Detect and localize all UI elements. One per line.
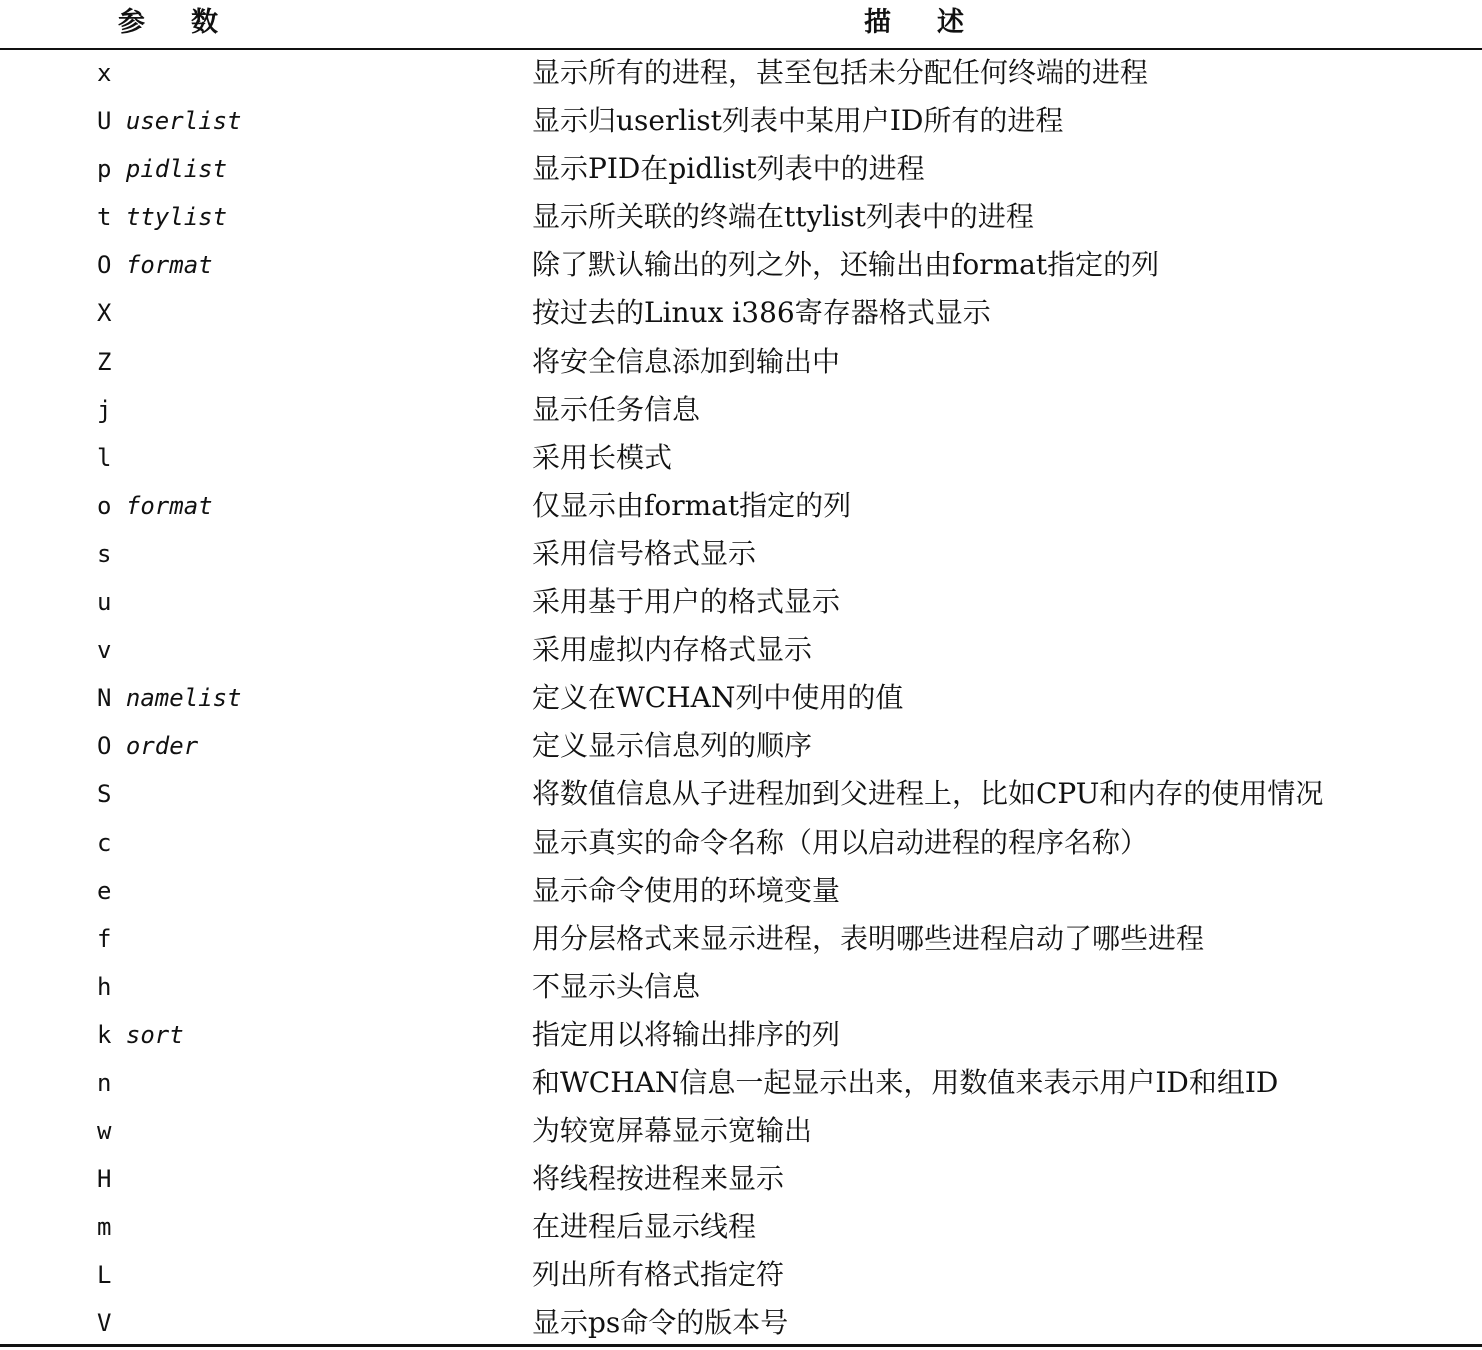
description-cell: 显示任务信息 xyxy=(532,392,701,426)
description-cell: 按过去的Linux i386寄存器格式显示 xyxy=(532,296,991,330)
param-cell xyxy=(97,828,111,858)
param-cell xyxy=(97,1068,111,1098)
table-row xyxy=(0,577,1482,625)
param-flag: w xyxy=(97,1117,112,1146)
description-cell: 定义在WCHAN列中使用的值 xyxy=(532,681,904,715)
param-flag: N xyxy=(97,684,112,713)
param-flag: v xyxy=(97,636,112,665)
table-row xyxy=(0,769,1482,817)
param-cell xyxy=(97,779,111,809)
table-row xyxy=(0,1298,1482,1346)
table-header xyxy=(0,0,1482,50)
param-flag: m xyxy=(97,1213,112,1242)
param-cell xyxy=(97,635,111,665)
param-flag: O xyxy=(97,732,112,761)
table-row xyxy=(0,1250,1482,1298)
param-cell xyxy=(97,298,111,328)
param-flag: e xyxy=(97,876,112,905)
param-flag: X xyxy=(97,299,112,328)
param-cell xyxy=(97,924,111,954)
param-flag: O xyxy=(97,251,112,280)
param-cell xyxy=(97,1212,111,1242)
description-cell: 显示命令使用的环境变量 xyxy=(532,873,841,907)
param-cell xyxy=(97,1164,111,1194)
param-cell xyxy=(97,250,213,280)
param-flag: V xyxy=(97,1309,112,1338)
table-row xyxy=(0,625,1482,673)
bottom-rule xyxy=(0,1344,1482,1347)
table-row xyxy=(0,481,1482,529)
table-row xyxy=(0,1154,1482,1202)
description-cell: 指定用以将输出排序的列 xyxy=(532,1017,841,1051)
description-cell: 和WCHAN信息一起显示出来，用数值来表示用户ID和组ID xyxy=(532,1065,1279,1099)
description-cell: 将数值信息从子进程加到父进程上，比如CPU和内存的使用情况 xyxy=(532,777,1324,811)
description-cell: 显示真实的命令名称（用以启动进程的程序名称） xyxy=(532,825,1149,859)
param-cell xyxy=(97,731,198,761)
table-row xyxy=(0,914,1482,962)
description-cell: 采用长模式 xyxy=(532,440,673,474)
table-row xyxy=(0,192,1482,240)
table-row xyxy=(0,1202,1482,1250)
description-cell: 采用信号格式显示 xyxy=(532,536,757,570)
param-flag: p xyxy=(97,155,112,184)
description-cell: 采用基于用户的格式显示 xyxy=(532,585,841,619)
param-flag: x xyxy=(97,59,112,87)
param-cell xyxy=(97,443,111,473)
description-cell: 不显示头信息 xyxy=(532,969,701,1003)
description-cell: 除了默认输出的列之外，还输出由format指定的列 xyxy=(532,248,1160,282)
description-cell: 将安全信息添加到输出中 xyxy=(532,344,841,378)
table-row xyxy=(0,96,1482,144)
param-argument: format xyxy=(125,251,213,280)
param-argument: pidlist xyxy=(125,155,228,184)
param-cell xyxy=(97,154,227,184)
param-flag: U xyxy=(97,107,112,136)
table-row xyxy=(0,1010,1482,1058)
param-cell xyxy=(97,1260,111,1290)
param-flag: Z xyxy=(97,347,112,376)
param-flag: c xyxy=(97,828,112,857)
description-cell: 用分层格式来显示进程，表明哪些进程启动了哪些进程 xyxy=(532,921,1205,955)
description-cell: 显示归userlist列表中某用户ID所有的进程 xyxy=(532,104,1064,138)
header-description: 描述 xyxy=(864,7,1010,38)
param-cell xyxy=(97,972,111,1002)
description-cell: 显示ps命令的版本号 xyxy=(532,1306,789,1340)
param-cell xyxy=(97,347,111,377)
param-argument: namelist xyxy=(125,684,242,713)
param-cell xyxy=(97,58,111,88)
param-flag: h xyxy=(97,972,112,1001)
table-row xyxy=(0,385,1482,433)
param-flag: n xyxy=(97,1068,112,1097)
table-row xyxy=(0,962,1482,1010)
table-row xyxy=(0,1058,1482,1106)
table-row xyxy=(0,721,1482,769)
table-body xyxy=(0,48,1482,1347)
table-row xyxy=(0,818,1482,866)
description-cell: 显示所关联的终端在ttylist列表中的进程 xyxy=(532,200,1034,234)
description-cell: 仅显示由format指定的列 xyxy=(532,488,852,522)
table-row xyxy=(0,433,1482,481)
table-row xyxy=(0,529,1482,577)
param-flag: H xyxy=(97,1165,112,1194)
param-flag: k xyxy=(97,1020,112,1049)
param-cell xyxy=(97,1116,111,1146)
param-argument: ttylist xyxy=(125,203,228,232)
param-argument: userlist xyxy=(125,107,242,136)
param-argument: order xyxy=(125,732,199,761)
table-row xyxy=(0,288,1482,336)
param-cell xyxy=(97,491,213,521)
description-cell: 为较宽屏幕显示宽输出 xyxy=(532,1114,813,1148)
param-cell xyxy=(97,683,242,713)
table-row xyxy=(0,673,1482,721)
param-flag: u xyxy=(97,588,112,617)
param-flag: s xyxy=(97,539,112,568)
param-flag: S xyxy=(97,780,112,809)
param-flag: o xyxy=(97,491,112,520)
description-cell: 定义显示信息列的顺序 xyxy=(532,729,813,763)
param-flag: f xyxy=(97,924,112,953)
param-cell xyxy=(97,1020,184,1050)
table-row xyxy=(0,144,1482,192)
param-flag: j xyxy=(97,395,112,424)
param-cell xyxy=(97,106,242,136)
param-flag: t xyxy=(97,203,112,232)
description-cell: 显示所有的进程，甚至包括未分配任何终端的进程 xyxy=(532,56,1149,89)
param-cell xyxy=(97,539,111,569)
table-row xyxy=(0,866,1482,914)
param-cell xyxy=(97,202,227,232)
description-cell: 列出所有格式指定符 xyxy=(532,1258,785,1292)
table-row xyxy=(0,240,1482,288)
description-cell: 将线程按进程来显示 xyxy=(532,1162,785,1196)
param-flag: L xyxy=(97,1261,112,1290)
table-row xyxy=(0,1106,1482,1154)
param-cell xyxy=(97,1308,111,1338)
table-row xyxy=(0,337,1482,385)
description-cell: 显示PID在pidlist列表中的进程 xyxy=(532,152,925,186)
table-row xyxy=(0,48,1482,96)
param-argument: sort xyxy=(125,1020,184,1049)
param-flag: l xyxy=(97,443,112,472)
description-cell: 采用虚拟内存格式显示 xyxy=(532,633,813,667)
description-cell: 在进程后显示线程 xyxy=(532,1210,757,1244)
header-param: 参数 xyxy=(118,7,264,38)
param-cell xyxy=(97,587,111,617)
param-cell xyxy=(97,876,111,906)
param-argument: format xyxy=(125,491,213,520)
param-cell xyxy=(97,395,111,425)
